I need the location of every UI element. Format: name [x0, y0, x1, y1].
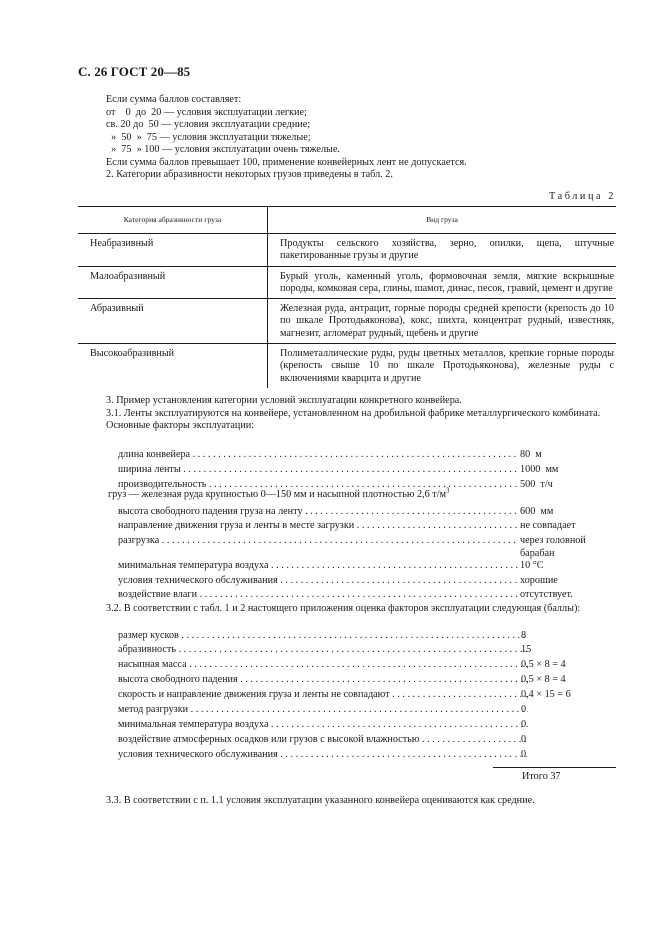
- score-label: насыпная масса . . .: [118, 659, 528, 672]
- cargo-superscript: 3: [446, 486, 450, 495]
- page-header: С. 26 ГОСТ 20—85: [78, 64, 191, 79]
- factor-value: не совпадает: [520, 520, 576, 531]
- table-row: [78, 299, 616, 344]
- paragraph-3: 3. Пример установления категории условий эксплуатации конкретного конвейера.: [106, 395, 462, 406]
- score-row: [78, 749, 616, 762]
- score-value: 0: [521, 734, 527, 745]
- cargo-cell: Железная руда, антрацит, горные породы средней крепости (крепость до 10 по шкале Протодьяконова), кокс, шихта, концентрат рудный, известняк, магнезит, агломерат рудный, щебень и другие: [268, 299, 617, 344]
- factor-row: [78, 575, 616, 588]
- factor-label: направление движения груза и ленты в месте загрузки . . .: [118, 520, 518, 533]
- score-value: 15: [521, 644, 532, 655]
- cargo-cell: Бурый уголь, каменный уголь, формовочная земля, мягкие вскрышные породы, комковая сера, глины, шамот, динас, песок, гравий, цемент и другие: [268, 266, 617, 299]
- paragraph-3-3: 3.3. В соответствии с п. 1.1 условия эксплуатации указанного конвейера оцениваются как средние.: [106, 795, 535, 806]
- factor-value: через головной барабан: [520, 535, 586, 559]
- factor-label: условия технического обслуживания . . .: [118, 575, 518, 588]
- score-row: [78, 704, 616, 717]
- score-label: минимальная температура воздуха . . .: [118, 719, 528, 732]
- score-row: [78, 644, 616, 657]
- category-cell: Абразивный: [78, 299, 268, 344]
- intro-line: от 0 до 20 — условия эксплуатации легкие;: [106, 106, 307, 118]
- factor-label: производительность . . .: [118, 479, 518, 492]
- score-value: 0: [521, 749, 527, 760]
- paragraph-3-1: 3.1. Ленты эксплуатируются на конвейере, установленном на дробильной фабрике металлургического комбината.: [106, 407, 601, 419]
- table-row: [78, 266, 616, 299]
- factors-title: Основные факторы эксплуатации:: [106, 420, 255, 431]
- paragraph-3-2: 3.2. В соответствии с табл. 1 и 2 настоящего приложения оценка факторов эксплуатации следующая (баллы):: [106, 603, 581, 614]
- cargo-text: груз — железная руда крупностью 0—150 мм и насыпной плотностью 2,6 т/м: [108, 489, 447, 500]
- factor-row: [78, 535, 616, 559]
- score-label: скорость и направление движения груза и ленты не совпадают . . .: [118, 689, 528, 702]
- table-row: [78, 234, 616, 267]
- factor-row: [78, 589, 616, 602]
- table-header-row: [78, 207, 616, 234]
- cargo-line: [108, 486, 608, 502]
- abrasiveness-table: [78, 206, 616, 388]
- score-row: [78, 659, 616, 672]
- score-row: [78, 719, 616, 732]
- score-row: [78, 734, 616, 747]
- cargo-cell: Полиметаллические руды, руды цветных металлов, крепкие горные породы (крепость свыше 10 по шкале Протодьяконова), железные руды с включениями кварцита и другие: [280, 348, 614, 384]
- factor-value: 600 мм: [520, 506, 554, 517]
- factor-value: 10 °С: [520, 560, 544, 571]
- factor-value: 500 т/ч: [520, 479, 553, 490]
- score-value: 0: [521, 704, 527, 715]
- intro-block: [78, 94, 616, 182]
- paragraph-3-3-block: [78, 795, 616, 808]
- score-label: воздействие атмосферных осадков или грузов с высокой влажностью . . .: [118, 734, 528, 747]
- score-row: [78, 689, 616, 702]
- cargo-row: [78, 486, 616, 502]
- factor-row: [78, 449, 616, 462]
- factor-value: 1000 мм: [520, 464, 559, 475]
- intro-line: » 75 » 100 — условия эксплуатации очень тяжелые.: [106, 144, 340, 155]
- factor-row: [78, 464, 616, 477]
- factor-label: воздействие влаги . . .: [118, 589, 518, 602]
- intro-line: св. 20 до 50 — условия эксплуатации средние;: [106, 119, 311, 130]
- intro-line: » 50 » 75 — условия эксплуатации тяжелые;: [106, 131, 311, 143]
- score-label: метод разгрузки . . .: [118, 704, 528, 717]
- factor-row: [78, 506, 616, 519]
- factor-value: отсутствует.: [520, 589, 573, 600]
- factor-label: разгрузка . . .: [118, 535, 518, 548]
- score-value: 0,5 × 8 = 4: [521, 659, 566, 670]
- category-cell: Высокоабразивный: [78, 344, 268, 388]
- category-cell: Неабразивный: [78, 234, 268, 267]
- score-label: высота свободного падения . . .: [118, 674, 528, 687]
- intro-line: 2. Категории абразивности некоторых грузов приведены в табл. 2.: [106, 169, 393, 180]
- score-label: абразивность . . .: [118, 644, 528, 657]
- score-row: [78, 674, 616, 687]
- cargo-cell: Продукты сельского хозяйства, зерно, опилки, щепа, штучные пакетированные грузы и другие: [268, 234, 617, 267]
- category-cell: Малоабразивный: [78, 266, 268, 299]
- factor-label: ширина ленты . . .: [118, 464, 518, 477]
- column-header-cargo: Вид груза: [268, 207, 617, 234]
- factor-label: длина конвейера . . .: [118, 449, 518, 462]
- factor-value: 80 м: [520, 449, 542, 460]
- factor-value: хорошие: [520, 575, 558, 586]
- table-row: [78, 344, 616, 388]
- intro-line: Если сумма баллов превышает 100, применение конвейерных лент не допускается.: [106, 156, 467, 168]
- score-label: условия технического обслуживания . . .: [118, 749, 528, 762]
- factor-row: [78, 520, 616, 533]
- total-divider: [493, 767, 616, 768]
- section-3-block: [78, 395, 616, 433]
- score-value: 0: [521, 719, 527, 730]
- score-row: [78, 630, 616, 643]
- score-label: размер кусков . . .: [118, 630, 528, 643]
- intro-line: Если сумма баллов составляет:: [106, 94, 242, 105]
- factor-row: [78, 560, 616, 573]
- table-caption: Таблица 2: [549, 191, 616, 202]
- factor-label: минимальная температура воздуха . . .: [118, 560, 518, 573]
- factor-label: высота свободного падения груза на ленту . . .: [118, 506, 518, 519]
- total-score: Итого 37: [522, 771, 561, 782]
- column-header-category: Категория абразивности груза: [78, 207, 268, 234]
- score-value: 8: [521, 630, 527, 641]
- score-value: 0,4 × 15 = 6: [521, 689, 571, 700]
- score-value: 0,5 × 8 = 4: [521, 674, 566, 685]
